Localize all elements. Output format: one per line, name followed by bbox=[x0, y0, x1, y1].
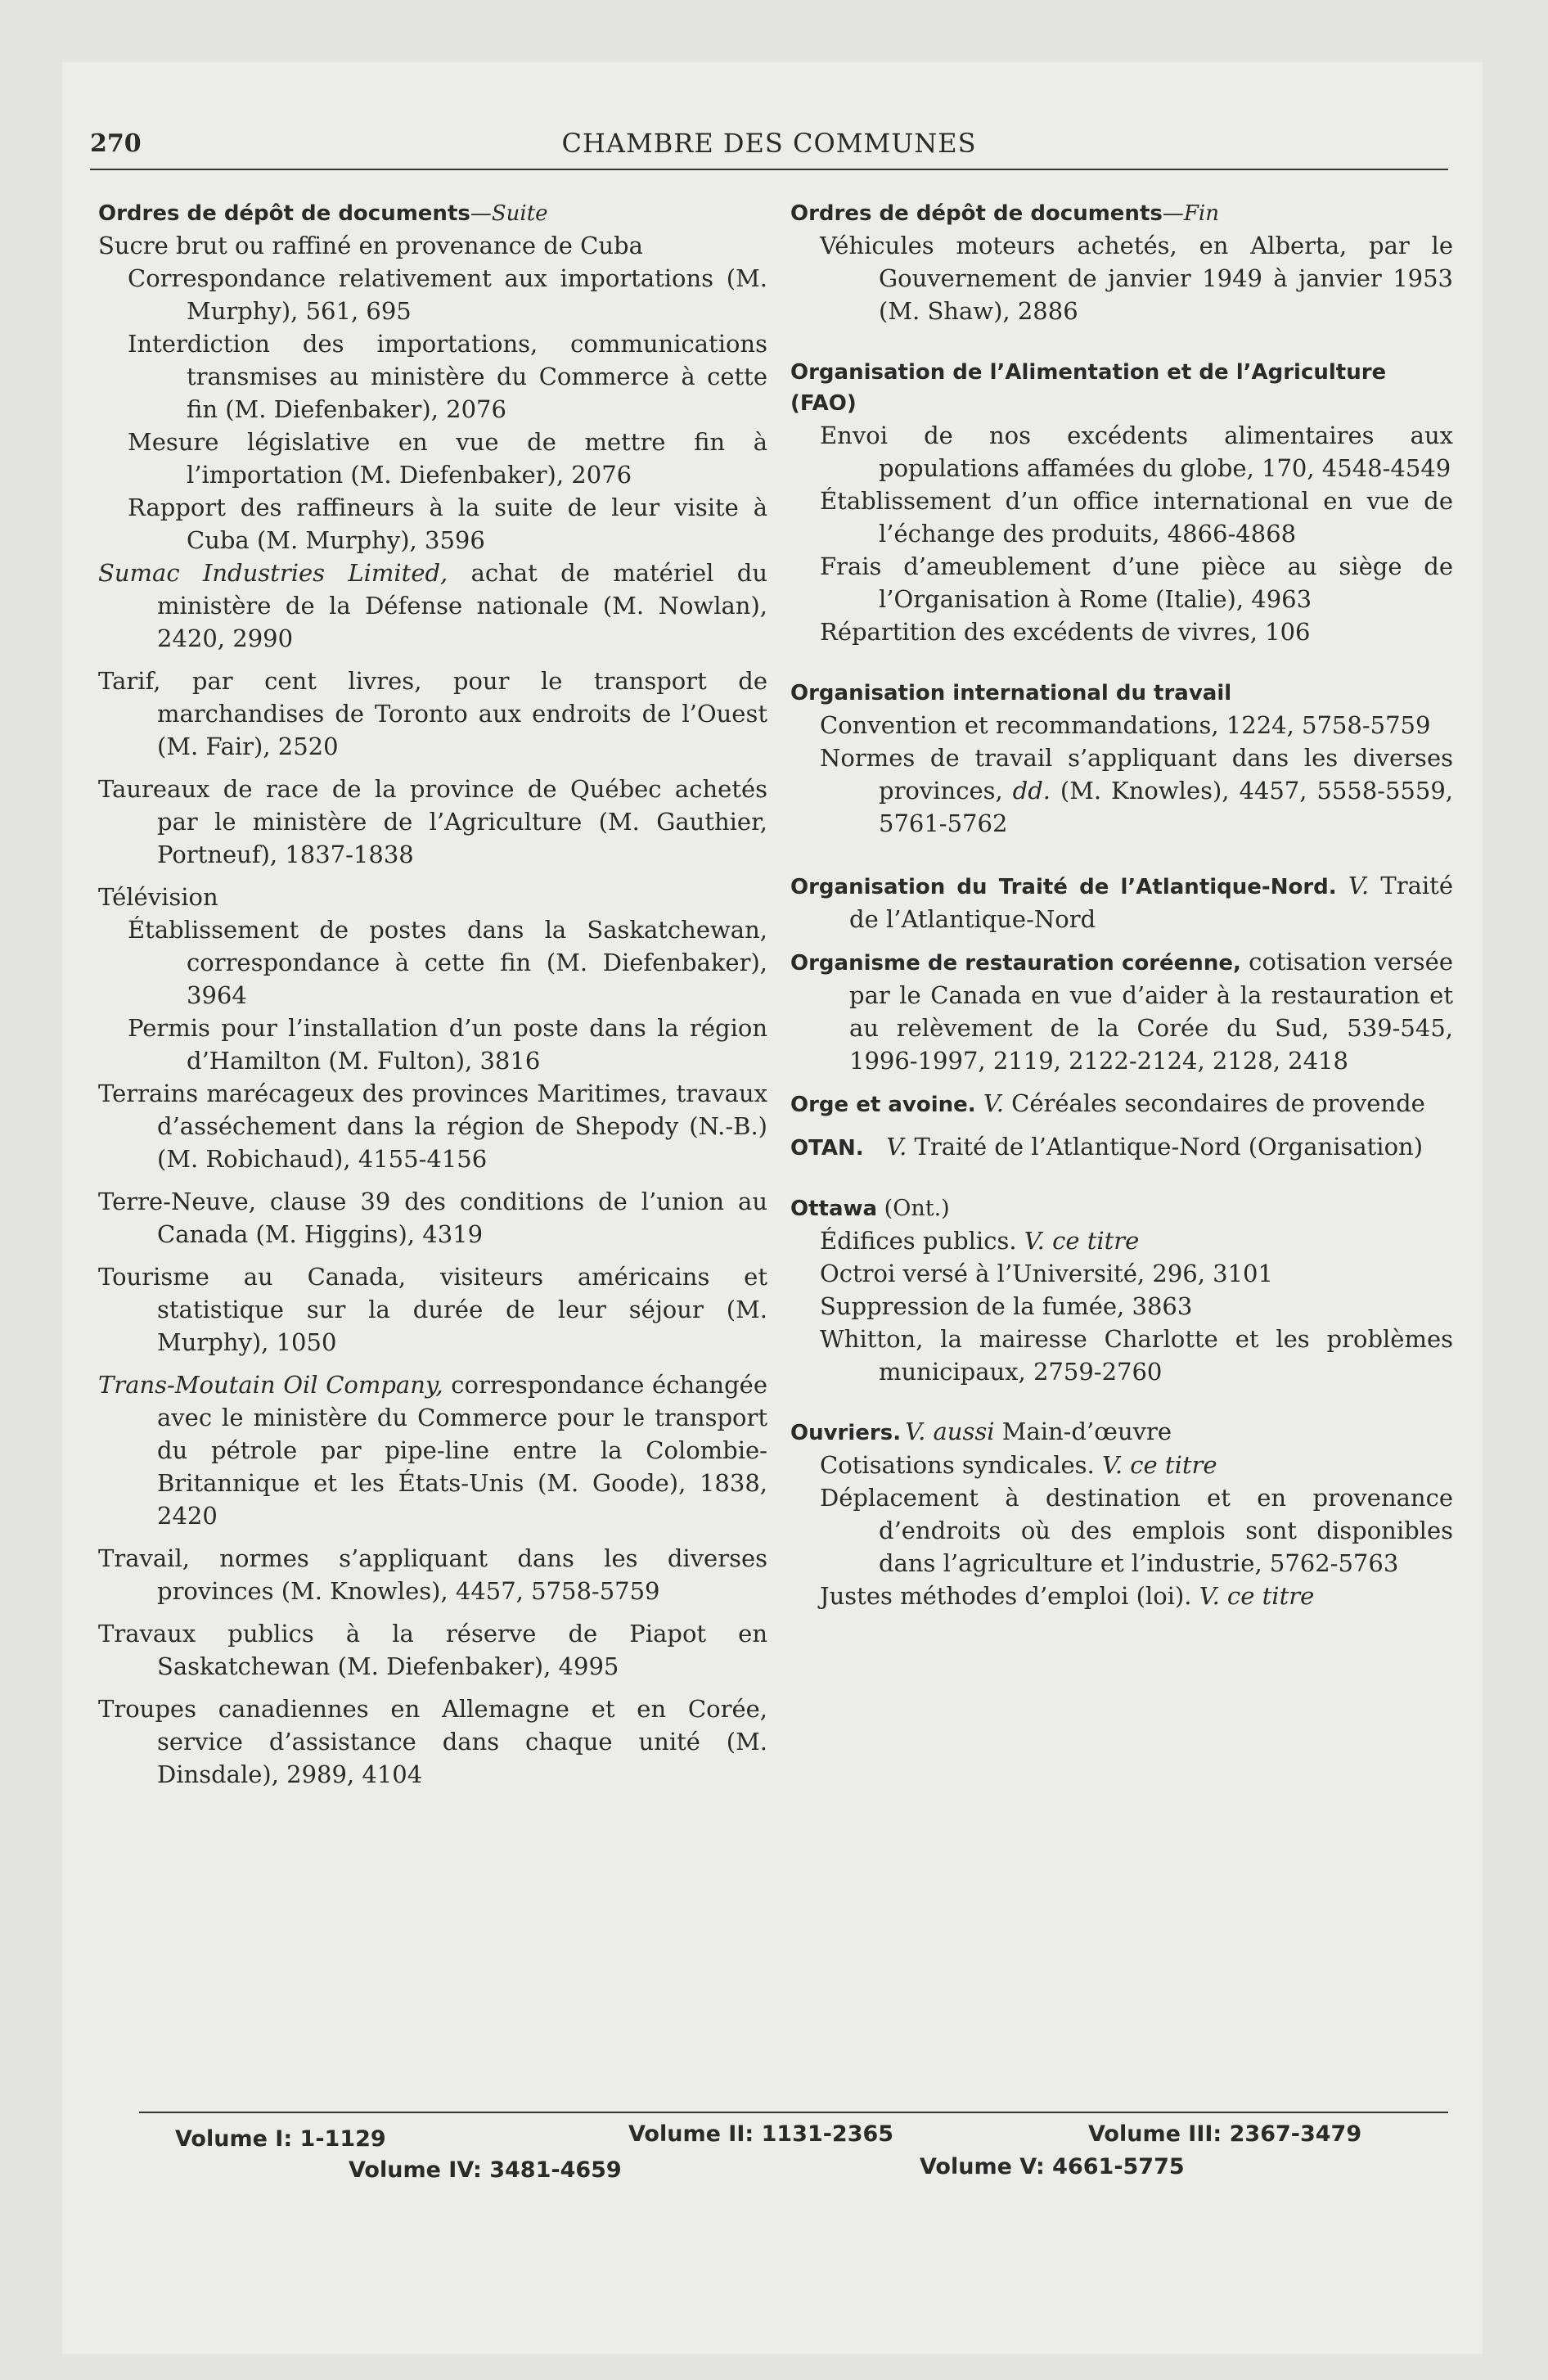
index-entry bbox=[98, 881, 767, 913]
entry-text: Télévision bbox=[98, 883, 218, 911]
entry-text: Terre-Neuve, clause 39 des conditions de l’union au Canada (M. Higgins), 4319 bbox=[98, 1188, 767, 1248]
ottawa-heading bbox=[790, 1193, 1453, 1224]
index-entry-orge bbox=[790, 1087, 1453, 1120]
index-entry bbox=[98, 327, 767, 426]
index-entry bbox=[790, 1224, 1453, 1257]
section-title: Ordres de dépôt de documents bbox=[98, 201, 470, 226]
index-entry bbox=[98, 491, 767, 557]
index-entry bbox=[98, 1617, 767, 1683]
index-entry bbox=[98, 773, 767, 871]
entry-text: Établissement de postes dans la Saskatchewan, correspondance à cette fin (M. Diefenbaker), 3964 bbox=[128, 916, 767, 1009]
footer-volume-1: Volume I: 1-1129 bbox=[175, 2126, 386, 2152]
section-suffix: —Fin bbox=[1162, 201, 1219, 226]
entry-text: Troupes canadiennes en Allemagne et en Corée, service d’assistance dans chaque unité (M. Dinsdale), 2989, 4104 bbox=[98, 1695, 767, 1788]
footer-volume-3: Volume III: 2367-3479 bbox=[1088, 2121, 1362, 2147]
see-ref: V. bbox=[1348, 872, 1370, 899]
index-entry bbox=[98, 1542, 767, 1607]
entry-heading: Ottawa bbox=[790, 1197, 878, 1221]
running-head: CHAMBRE DES COMMUNES bbox=[561, 128, 977, 159]
entry-text: Main-d’œuvre bbox=[994, 1418, 1172, 1445]
page-header bbox=[90, 124, 1448, 174]
entry-heading: Organisme de restauration coréenne, bbox=[790, 951, 1241, 976]
index-entry bbox=[98, 1077, 767, 1175]
section-heading-fin bbox=[790, 198, 1453, 229]
index-entry: Déplacement à destination et en provenance d’endroits où des emplois sont disponibles dans l’agriculture et l’industrie, 5762-5763 bbox=[820, 1484, 1453, 1577]
entry-text: Tourisme au Canada, visiteurs américains et statistique sur la durée de leur séjour (M. Murphy), 1050 bbox=[98, 1263, 767, 1356]
left-entries bbox=[98, 229, 767, 1791]
entry-text: Cotisations syndicales. bbox=[820, 1451, 1102, 1479]
ouvriers-heading bbox=[790, 1418, 1453, 1449]
entry-text: Mesure législative en vue de mettre fin à l’importation (M. Diefenbaker), 2076 bbox=[128, 428, 767, 489]
entry-heading: OTAN. bbox=[790, 1136, 864, 1161]
index-entry: Convention et recommandations, 1224, 5758-5759 bbox=[820, 711, 1431, 739]
entry-italic: Trans-Moutain Oil Company, bbox=[98, 1371, 443, 1399]
index-entry bbox=[98, 1185, 767, 1251]
index-entry bbox=[98, 1012, 767, 1077]
entry-text: Édifices publics. bbox=[820, 1227, 1024, 1255]
see-ref: V. ce titre bbox=[1199, 1582, 1315, 1610]
entry-text: Céréales secondaires de provende bbox=[1003, 1089, 1425, 1117]
see-ref: V. bbox=[983, 1089, 1004, 1117]
footer-volume-2: Volume II: 1131-2365 bbox=[628, 2121, 894, 2147]
section-heading-fao: Organisation de l’Alimentation et de l’Agriculture (FAO) bbox=[790, 360, 1387, 416]
entry-heading: Orge et avoine. bbox=[790, 1093, 976, 1117]
right-column bbox=[790, 198, 1453, 1612]
entry-text: Correspondance relativement aux importations (M. Murphy), 561, 695 bbox=[128, 264, 767, 325]
entry-heading: Organisation du Traité de l’Atlantique-Nord. bbox=[790, 875, 1337, 899]
entry-heading: Ouvriers. bbox=[790, 1421, 902, 1445]
entry-text: Rapport des raffineurs à la suite de leur visite à Cuba (M. Murphy), 3596 bbox=[128, 494, 767, 554]
index-entry-otan-org bbox=[790, 869, 1453, 935]
index-entry bbox=[98, 426, 767, 491]
footer-volume-4: Volume IV: 3481-4659 bbox=[349, 2157, 622, 2183]
index-entry bbox=[98, 229, 767, 262]
entry-text: correspondance échangée avec le ministère du Commerce pour le transport du pétrole par pipe-line entre la Colombie-Britannique et les États-Unis (M. Goode), 1838, 2420 bbox=[157, 1371, 767, 1530]
index-entry bbox=[790, 1449, 1453, 1481]
entry-text: Travail, normes s’appliquant dans les diverses provinces (M. Knowles), 4457, 5758-5759 bbox=[98, 1544, 767, 1605]
index-entry bbox=[790, 741, 1453, 840]
index-entry: Octroi versé à l’Université, 296, 3101 bbox=[820, 1260, 1273, 1287]
entry-italic: Sumac Industries Limited, bbox=[98, 559, 448, 587]
index-entry: Frais d’ameublement d’une pièce au siège de l’Organisation à Rome (Italie), 4963 bbox=[820, 552, 1453, 613]
index-entry: Whitton, la mairesse Charlotte et les problèmes municipaux, 2759-2760 bbox=[820, 1325, 1453, 1386]
section-title: Ordres de dépôt de documents bbox=[790, 201, 1163, 226]
index-entry bbox=[98, 1368, 767, 1532]
footer-volume-5: Volume V: 4661-5775 bbox=[920, 2154, 1185, 2179]
entry-text: Traité de l’Atlantique-Nord bbox=[849, 872, 1454, 933]
entry-text: Justes méthodes d’emploi (loi). bbox=[820, 1582, 1199, 1610]
see-ref: V. aussi bbox=[905, 1418, 995, 1445]
entry-text: (Ont.) bbox=[877, 1196, 950, 1221]
entry-text: Interdiction des importations, communications transmises au ministère du Commerce à cette fin (M. Diefenbaker), 2076 bbox=[128, 330, 767, 423]
see-ref: V. ce titre bbox=[1024, 1227, 1140, 1255]
entry-text: Terrains marécageux des provinces Maritimes, travaux d’asséchement dans la région de Shepody (N.-B.) (M. Robichaud), 4155-4156 bbox=[98, 1080, 767, 1173]
see-ref: V. bbox=[886, 1133, 907, 1161]
index-entry bbox=[98, 665, 767, 763]
section-heading-oit: Organisation international du travail bbox=[790, 681, 1232, 705]
section-suffix: —Suite bbox=[470, 201, 548, 226]
section-heading bbox=[98, 198, 767, 229]
left-column bbox=[98, 198, 767, 1791]
index-entry bbox=[98, 557, 767, 655]
index-entry: Établissement d’un office international en vue de l’échange des produits, 4866-4868 bbox=[820, 487, 1453, 548]
entry-text: achat de matériel du ministère de la Défense nationale (M. Nowlan), 2420, 2990 bbox=[157, 559, 767, 652]
entry-text: Normes de travail s’appliquant dans les diverses provinces, bbox=[820, 744, 1453, 805]
index-entry: Envoi de nos excédents alimentaires aux populations affamées du globe, 170, 4548-4549 bbox=[820, 421, 1453, 482]
index-entry: Répartition des excédents de vivres, 106 bbox=[820, 618, 1311, 646]
header-rule bbox=[90, 169, 1448, 170]
index-entry-coree bbox=[790, 945, 1453, 1077]
index-entry bbox=[98, 913, 767, 1012]
entry-text: Sucre brut ou raffiné en provenance de Cuba bbox=[98, 232, 643, 259]
index-entry: Suppression de la fumée, 3863 bbox=[820, 1292, 1193, 1320]
index-entry-otan bbox=[790, 1130, 1453, 1164]
index-entry bbox=[98, 1260, 767, 1359]
index-entry bbox=[98, 262, 767, 327]
entry-text: Permis pour l’installation d’un poste dans la région d’Hamilton (M. Fulton), 3816 bbox=[128, 1014, 767, 1075]
entry-text: Tarif, par cent livres, pour le transport de marchandises de Toronto aux endroits de l’Ouest (M. Fair), 2520 bbox=[98, 667, 767, 760]
entry-text: (M. Knowles), 4457, 5558-5559, 5761-5762 bbox=[879, 777, 1453, 837]
entry-text: Travaux publics à la réserve de Piapot en Saskatchewan (M. Diefenbaker), 4995 bbox=[98, 1620, 767, 1680]
index-entry bbox=[98, 1693, 767, 1791]
entry-text: Traité de l’Atlantique-Nord (Organisation) bbox=[907, 1133, 1424, 1161]
footer-rule bbox=[139, 2112, 1448, 2113]
page-number: 270 bbox=[90, 129, 142, 158]
index-entry: Véhicules moteurs achetés, en Alberta, par le Gouvernement de janvier 1949 à janvier 1953 (M. Shaw), 2886 bbox=[820, 232, 1453, 325]
entry-italic: dd. bbox=[1012, 777, 1051, 805]
entry-text: cotisation versée par le Canada en vue d’aider à la restauration et au relèvement de la Corée du Sud, 539-545, 1996-1997, 2119, 2122-2124, 2128, 2418 bbox=[849, 948, 1453, 1075]
see-ref: V. ce titre bbox=[1101, 1451, 1217, 1479]
index-entry bbox=[790, 1580, 1453, 1612]
entry-text: Taureaux de race de la province de Québec achetés par le ministère de l’Agriculture (M. Gauthier, Portneuf), 1837-1838 bbox=[98, 775, 767, 868]
